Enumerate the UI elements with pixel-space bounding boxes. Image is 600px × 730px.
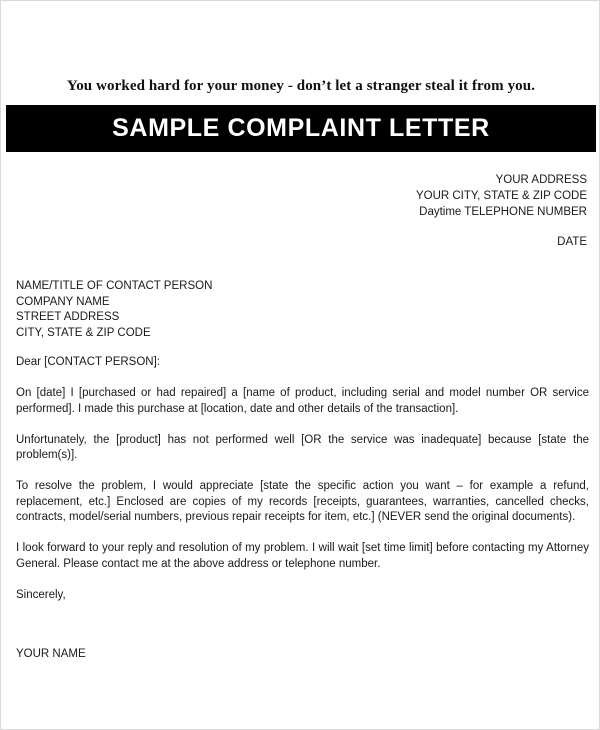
signature-name: YOUR NAME	[16, 648, 86, 660]
letter-body	[16, 355, 589, 619]
closing: Sincerely,	[16, 588, 66, 601]
sender-block	[416, 172, 587, 220]
title-banner	[6, 105, 596, 152]
letter-title: SAMPLE COMPLAINT LETTER	[112, 114, 490, 142]
recipient-name-title: NAME/TITLE OF CONTACT PERSON	[16, 280, 213, 292]
sender-address: YOUR ADDRESS	[495, 174, 587, 186]
recipient-block	[16, 279, 212, 341]
paragraph-problem: Unfortunately, the [product] has not performed well [OR the service was inadequate] because [state the problem(s)].	[16, 433, 589, 461]
recipient-street: STREET ADDRESS	[16, 311, 120, 323]
paragraph-purchase: On [date] I [purchased or had repaired] a [name of product, including serial and model number OR service performed]. I made this purchase at [location, date and other details of the transaction].	[16, 387, 589, 415]
paragraph-resolution: To resolve the problem, I would appreciate [state the specific action you want – for example a refund, replacement, etc.] Enclosed are copies of my records [receipts, guarantees, warranties, cancelled checks, contracts, model/serial numbers, previous repair receipts for item, etc.] (NEVER send the original documents).	[16, 480, 589, 523]
sender-city-state-zip: YOUR CITY, STATE & ZIP CODE	[415, 190, 587, 202]
tagline: You worked hard for your money - don’t let a stranger steal it from you.	[66, 78, 536, 94]
letter-date: DATE	[557, 236, 587, 248]
sender-telephone: Daytime TELEPHONE NUMBER	[419, 206, 587, 218]
paragraph-followup: I look forward to your reply and resolution of my problem. I will wait [set time limit] before contacting my Attorney General. Please contact me at the above address or telephone number.	[16, 542, 589, 570]
recipient-city-state-zip: CITY, STATE & ZIP CODE	[16, 326, 151, 339]
salutation: Dear [CONTACT PERSON]:	[16, 356, 160, 368]
recipient-company: COMPANY NAME	[16, 295, 110, 308]
